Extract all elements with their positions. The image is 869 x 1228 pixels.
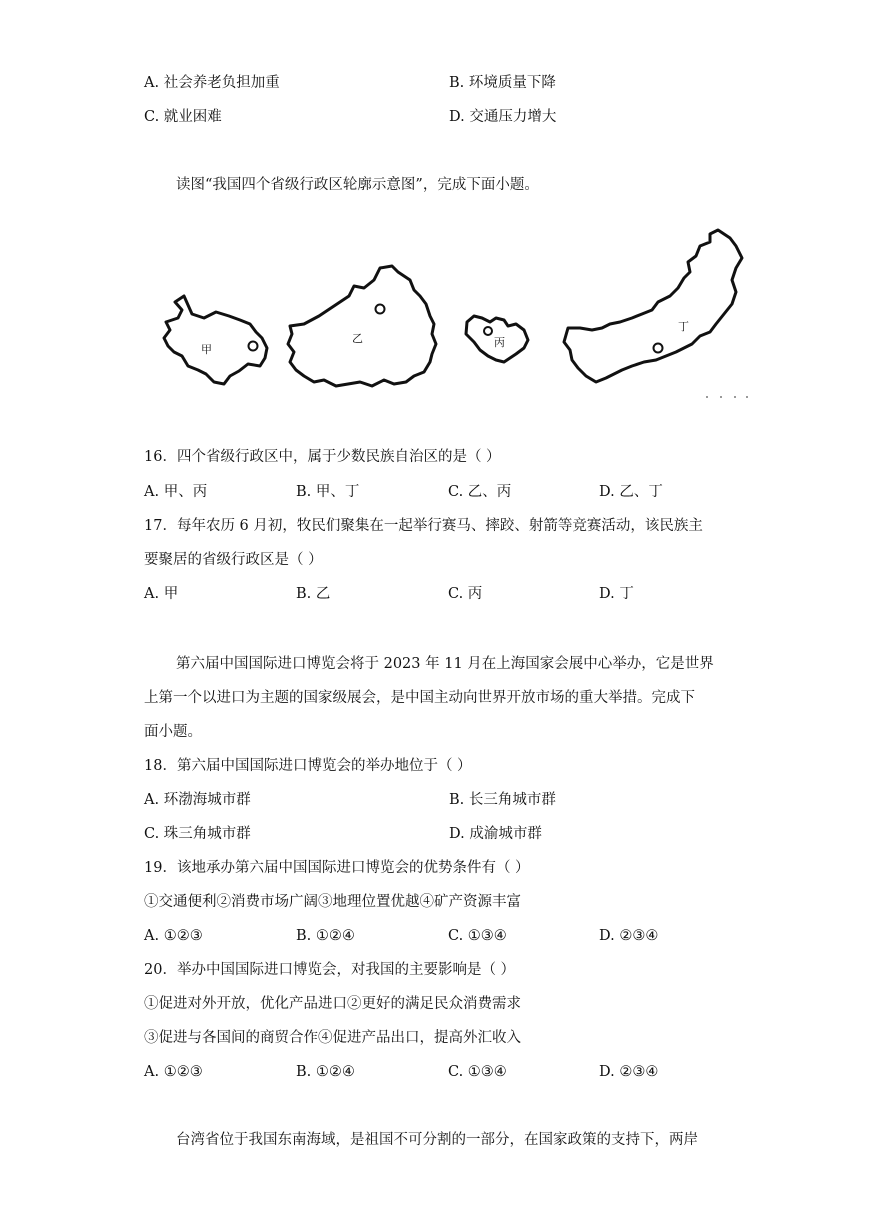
- q15-option-d: D. 交通压力增大: [449, 109, 557, 125]
- q17-option-d: D. 丁: [599, 586, 634, 602]
- taiwan-intro: 台湾省位于我国东南海域，是祖国不可分割的一部分，在国家政策的支持下，两岸: [176, 1132, 698, 1148]
- q15-option-b: B. 环境质量下降: [449, 75, 556, 91]
- q20-items-line1: ①促进对外开放，优化产品进口②更好的满足民众消费需求: [144, 996, 521, 1012]
- q17-stem-line2: 要聚居的省级行政区是（ ）: [144, 552, 323, 568]
- q18-option-d: D. 成渝城市群: [449, 826, 542, 842]
- q15-option-c: C. 就业困难: [144, 109, 222, 125]
- q19-items: ①交通便利②消费市场广阔③地理位置优越④矿产资源丰富: [144, 894, 521, 910]
- province-ding-outline: [564, 230, 742, 382]
- capital-marker-bing: [484, 327, 492, 335]
- q19-option-b: B. ①②④: [296, 928, 355, 944]
- map-label-ding: 丁: [678, 320, 689, 333]
- q20-option-d: D. ②③④: [599, 1064, 659, 1080]
- q17-option-b: B. 乙: [296, 586, 331, 602]
- q18-option-b: B. 长三角城市群: [449, 792, 556, 808]
- q17-stem-line1: 17．每年农历 6 月初，牧民们聚集在一起举行赛马、摔跤、射箭等竞赛活动，该民族主: [144, 518, 703, 534]
- capital-marker-ding: [654, 344, 663, 353]
- expo-intro-line2: 上第一个以进口为主题的国家级展会，是中国主动向世界开放市场的重大举措。完成下: [144, 690, 695, 706]
- q17-option-c: C. 丙: [448, 586, 483, 602]
- q18-option-a: A. 环渤海城市群: [144, 792, 251, 808]
- map-label-yi: 乙: [352, 332, 363, 345]
- q17-option-a: A. 甲: [144, 586, 179, 602]
- expo-intro-line1: 第六届中国国际进口博览会将于 2023 年 11 月在上海国家会展中心举办，它是世界: [176, 656, 714, 672]
- map-intro: 读图“我国四个省级行政区轮廓示意图”，完成下面小题。: [176, 177, 539, 193]
- q20-stem: 20．举办中国国际进口博览会，对我国的主要影响是（ ）: [144, 962, 516, 978]
- capital-marker-yi: [376, 305, 385, 314]
- province-jia-outline: [164, 296, 267, 384]
- q16-option-d: D. 乙、丁: [599, 484, 663, 500]
- q18-option-c: C. 珠三角城市群: [144, 826, 251, 842]
- q19-option-d: D. ②③④: [599, 928, 659, 944]
- q16-stem: 16．四个省级行政区中，属于少数民族自治区的是（ ）: [144, 449, 501, 465]
- q20-option-a: A. ①②③: [144, 1064, 203, 1080]
- q20-items-line2: ③促进与各国间的商贸合作④促进产品出口，提高外汇收入: [144, 1030, 521, 1046]
- capital-marker-jia: [249, 342, 258, 351]
- q16-option-b: B. 甲、丁: [296, 484, 360, 500]
- q16-option-a: A. 甲、丙: [144, 484, 208, 500]
- map-label-jia: 甲: [201, 343, 212, 356]
- q18-stem: 18．第六届中国国际进口博览会的举办地位于（ ）: [144, 758, 472, 774]
- q19-stem: 19．该地承办第六届中国国际进口博览会的优势条件有（ ）: [144, 860, 530, 876]
- q19-option-c: C. ①③④: [448, 928, 507, 944]
- scan-marks: [706, 396, 748, 398]
- q20-option-b: B. ①②④: [296, 1064, 355, 1080]
- q16-option-c: C. 乙、丙: [448, 484, 512, 500]
- map-label-bing: 丙: [494, 336, 505, 349]
- q20-option-c: C. ①③④: [448, 1064, 507, 1080]
- q19-option-a: A. ①②③: [144, 928, 203, 944]
- province-yi-outline: [288, 266, 436, 386]
- province-outline-map: [144, 206, 754, 404]
- expo-intro-line3: 面小题。: [144, 724, 202, 740]
- q15-option-a: A. 社会养老负担加重: [144, 75, 280, 91]
